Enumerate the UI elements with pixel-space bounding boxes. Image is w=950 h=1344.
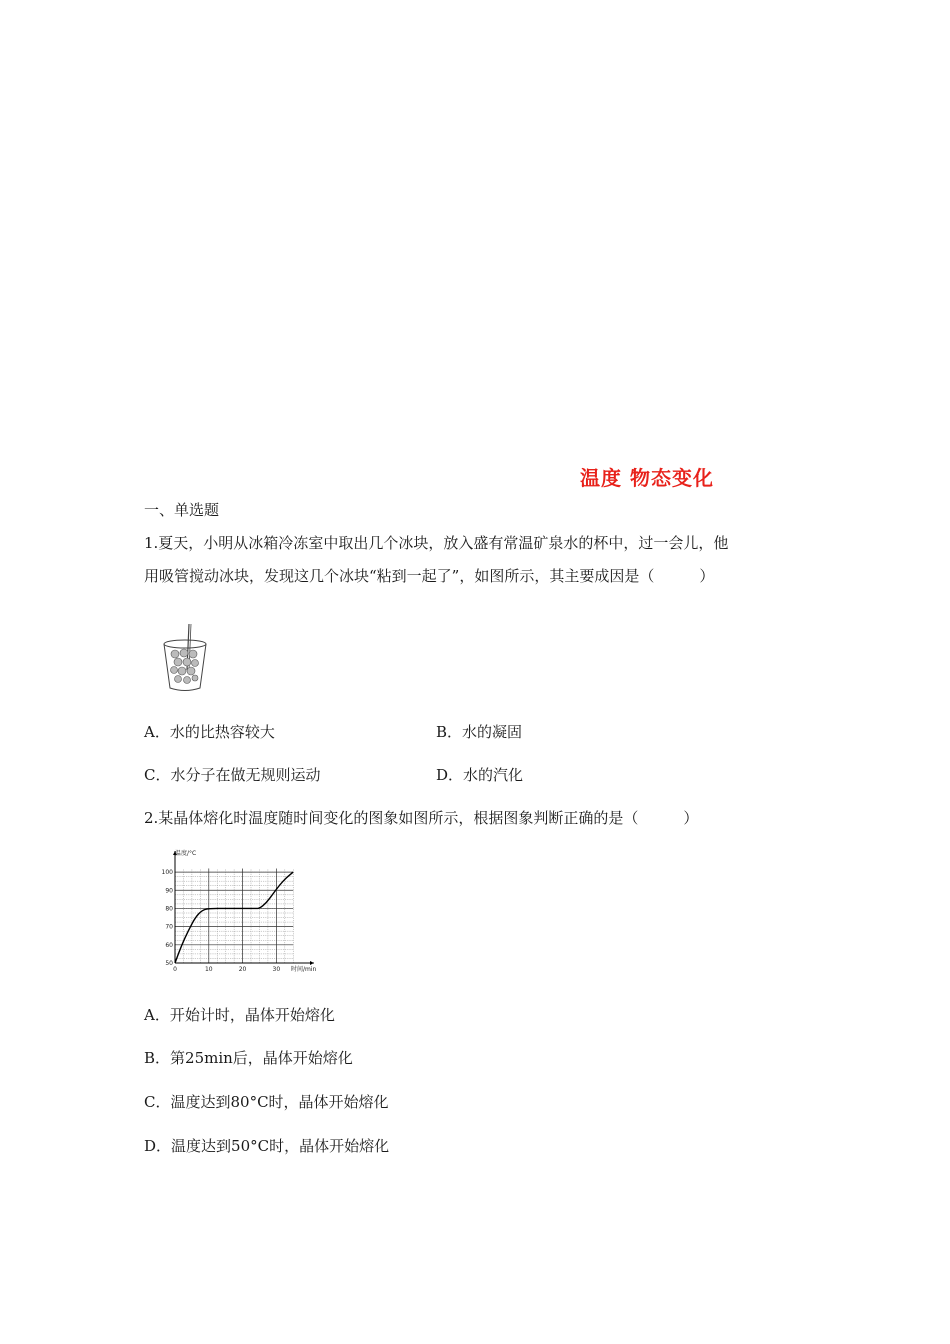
q1-option-b: B．水的凝固 [436,723,523,741]
question-2-text: 2.某晶体熔化时温度随时间变化的图象如图所示，根据图象判断正确的是（ ） [144,809,699,827]
chart-ticks [162,869,281,973]
y-tick-label: 60 [165,941,173,949]
x-axis-arrow [310,961,314,965]
page-title: 温度 物态变化 [580,466,714,490]
y-tick-label: 80 [165,905,173,913]
section-heading: 一、单选题 [144,501,220,519]
x-tick-label: 10 [204,966,213,973]
q2-option-c: C．温度达到80°C时，晶体开始熔化 [144,1093,389,1111]
q2-option-d: D．温度达到50°C时，晶体开始熔化 [144,1137,390,1155]
y-axis-label: 温度/°C [175,850,197,857]
x-tick-label: 20 [238,966,247,973]
x-tick-label: 30 [272,966,281,973]
y-tick-label: 70 [165,923,173,931]
y-tick-label: 50 [165,960,173,967]
q1-option-d: D．水的汽化 [436,766,524,784]
y-tick-label: 100 [161,869,173,877]
melting-curve-chart [155,845,335,975]
question-1-line-1: 1.夏天，小明从冰箱冷冻室中取出几个冰块，放入盛有常温矿泉水的杯中，过一会儿，他 [144,534,729,552]
y-tick-label: 90 [165,887,173,895]
q1-option-c: C．水分子在做无规则运动 [144,766,321,784]
q2-option-a: A．开始计时，晶体开始熔化 [144,1006,335,1024]
ice-cup-illustration [160,622,210,694]
x-tick-label: 0 [173,966,177,973]
q1-option-a: A．水的比热容较大 [144,723,275,741]
chart-grid [175,868,293,963]
q2-option-b: B．第25min后，晶体开始熔化 [144,1049,353,1067]
x-axis-label: 时间/min [291,966,317,973]
question-1-line-2: 用吸管搅动冰块，发现这几个冰块“粘到一起了”，如图所示，其主要成因是（ ） [144,567,715,585]
